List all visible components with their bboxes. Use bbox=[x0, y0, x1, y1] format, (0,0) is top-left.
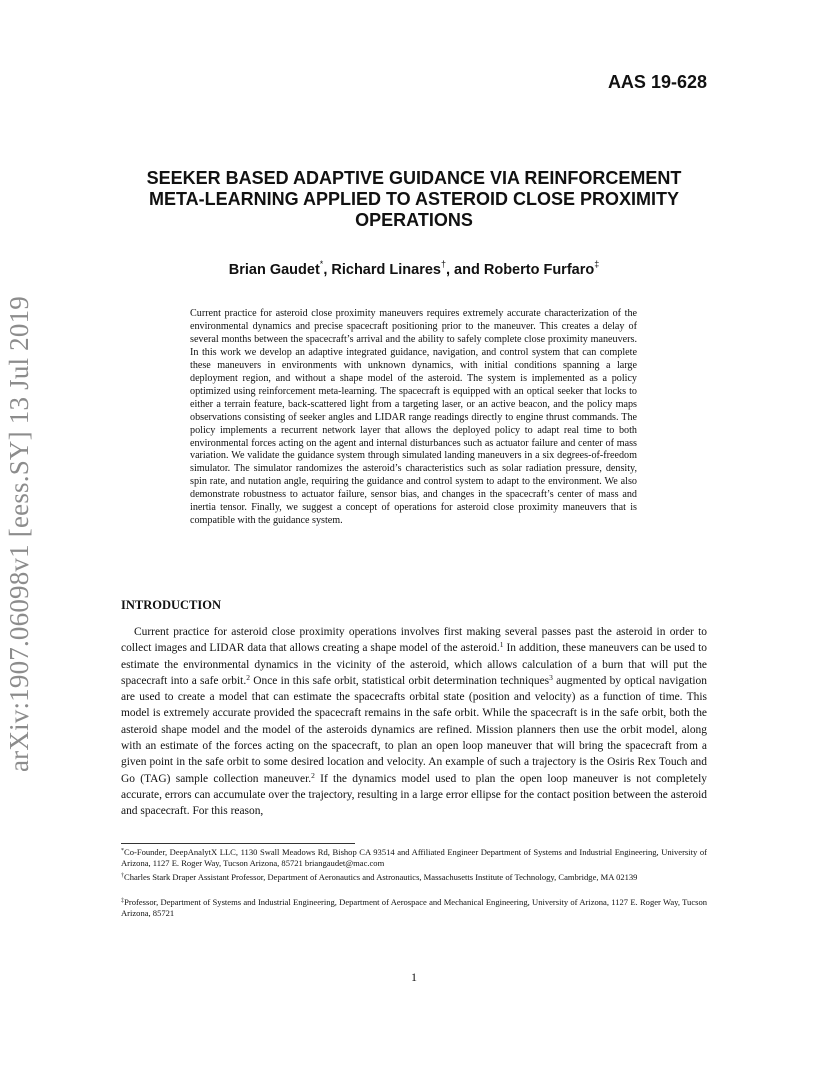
author-separator: , bbox=[323, 262, 332, 278]
abstract: Current practice for asteroid close proximity maneuvers requires extremely accurate characterization of the environmental dynamics and precise spacecraft positioning prior to the maneuver. This creates a delay of several months between the spacecraft’s arrival and the ability to safely complete close proximity maneuvers. In this work we develop an adaptive integrated guidance, navigation, and control system that can complete these maneuvers in environments with unknown dynamics, with initial conditions spanning a large deployment region, and without a shape model of the asteroid. The system is implemented as a policy optimized using reinforcement meta-learning. The spacecraft is equipped with an optical seeker that locks to either a terrain feature, back-scattered light from a targeting laser, or an active beacon, and the policy maps observations consisting of seeker angles and LIDAR range readings directly to engine thrust commands. The policy implements a recurrent network layer that allows the deployed policy to adapt real time to both environmental forces acting on the agent and internal disturbances such as actuator failure and center of mass variation. We validate the guidance system through simulated landing maneuvers in a six degrees-of-freedom simulator. The simulator randomizes the asteroid’s characteristics such as solar radiation pressure, density, spin rate, and nutation angle, requiring the guidance and control system to adapt to the environment. We also demonstrate robustness to actuator failure, sensor bias, and changes in the spacecraft’s center of mass and inertia tensor. Finally, we suggest a concept of operations for asteroid close proximity maneuvers that is compatible with the guidance system. bbox=[190, 308, 637, 527]
paper-title: SEEKER BASED ADAPTIVE GUIDANCE VIA REINFORCEMENT META-LEARNING APPLIED TO ASTEROID CLOSE PROXIMITY OPERATIONS bbox=[146, 168, 682, 230]
author-separator: , and bbox=[445, 262, 484, 278]
footnote bbox=[121, 847, 707, 869]
footnote-text: Professor, Department of Systems and Industrial Engineering, Department of Aerospace and Mechanical Engineering, University of Arizona, 1127 E. Roger Way, Tucson Arizona, 85721 bbox=[121, 897, 707, 919]
author-list bbox=[120, 259, 708, 278]
report-number: AAS 19-628 bbox=[607, 72, 707, 92]
footnote-marker: † bbox=[121, 873, 124, 879]
paragraph-text: Current practice for asteroid close proximity operations involves first making several passes past the asteroid in order to collect images and LIDAR data that allows creating a shape model of the asteroid. bbox=[121, 626, 707, 655]
footnote-text: Charles Stark Draper Assistant Professor, Department of Aeronautics and Astronautics, Massachusetts Institute of Technology, Cambridge, MA 02139 bbox=[124, 872, 638, 882]
citation-marker: 2 bbox=[246, 672, 250, 682]
author-name: Richard Linares bbox=[331, 262, 441, 278]
author-affiliation-mark: † bbox=[440, 259, 446, 269]
paragraph-text: augmented by optical navigation are used to create a model that can estimate the spacecrafts orbital state (position and velocity) as a function of time. This model is extremely accurate provided the spacecraft remains in the safe orbit. While the spacecraft is in the safe orbit, both the asteroid shape model and the model of the asteroids dynamics are refined. Mission planners then use the orbit model, along with an estimate of the forces acting on the spacecraft, to plan an open loop maneuver that will bring the spacecraft from a given point in the safe orbit to some desired location and velocity. An example of such a trajectory is the Osiris Rex Touch and Go (TAG) sample collection maneuver. bbox=[121, 674, 707, 785]
author-affiliation-mark: * bbox=[319, 259, 324, 269]
footnote bbox=[121, 872, 707, 883]
citation-marker: 2 bbox=[311, 770, 315, 780]
footnote-marker: * bbox=[121, 848, 124, 854]
page-number: 1 bbox=[411, 970, 417, 984]
arxiv-identifier: arXiv:1907.06098v1 [eess.SY] 13 Jul 2019 bbox=[4, 296, 34, 772]
citation-marker: 3 bbox=[549, 672, 553, 682]
author-name: Roberto Furfaro bbox=[483, 262, 595, 278]
footnote-marker: ‡ bbox=[121, 898, 125, 904]
author-affiliation-mark: ‡ bbox=[594, 259, 600, 269]
footnote bbox=[121, 897, 707, 919]
paragraph-text: If the dynamics model used to plan the open loop maneuver is not completely accurate, errors can accumulate over the trajectory, resulting in a large error ellipse for the contact position between the asteroid and spacecraft. For this reason, bbox=[121, 772, 707, 818]
section-heading: INTRODUCTION bbox=[121, 598, 222, 612]
footnote-text: Co-Founder, DeepAnalytX LLC, 1130 Swall Meadows Rd, Bishop CA 93514 and Affiliated Engineer Department of Systems and Industrial Engineering, University of Arizona, 1127 E. Roger Way, Tucson Arizona, 85721 briangaudet@mac.com bbox=[121, 847, 707, 869]
introduction-paragraph bbox=[121, 624, 707, 820]
footnote-divider bbox=[121, 843, 355, 844]
paragraph-text: Once in this safe orbit, statistical orbit determination techniques bbox=[249, 674, 550, 687]
citation-marker: 1 bbox=[499, 640, 504, 650]
author-name: Brian Gaudet bbox=[228, 262, 320, 278]
paragraph-text: In addition, these maneuvers can be used to estimate the environmental dynamics in the vicinity of the asteroid, which allows calculation of a burn that will put the spacecraft into a safe orbit. bbox=[121, 642, 707, 687]
